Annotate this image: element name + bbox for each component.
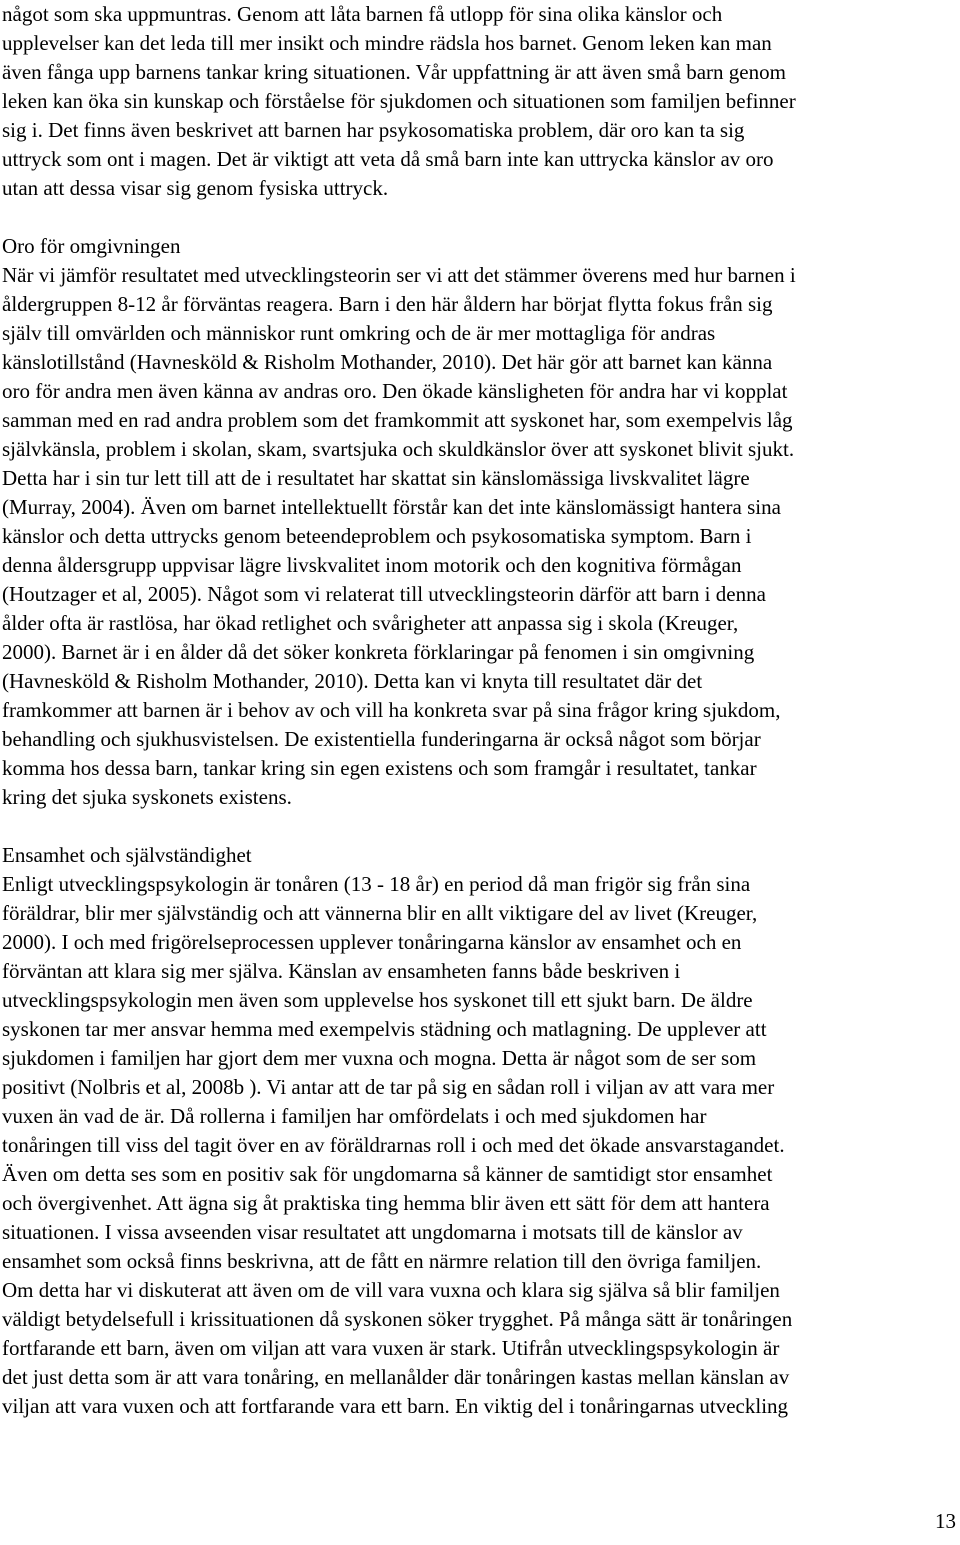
text-line: När vi jämför resultatet med utvecklingsteorin ser vi att det stämmer överens med hur barnen i: [2, 263, 796, 287]
text-line: något som ska uppmuntras. Genom att låta barnen få utlopp för sina olika känslor och: [2, 2, 723, 26]
text-line: även fånga upp barnens tankar kring situationen. Vår uppfattning är att även små barn genom: [2, 60, 786, 84]
text-line: vuxen än vad de är. Då rollerna i familjen har omfördelats i och med sjukdomen har: [2, 1104, 707, 1128]
text-line: tonåringen till viss del tagit över en av föräldrarnas roll i och med det ökade ansvarstagandet.: [2, 1133, 785, 1157]
text-line: känslotillstånd (Havnesköld & Risholm Mothander, 2010). Det här gör att barnet kan känna: [2, 350, 773, 374]
text-line: oro för andra men även känna av andras oro. Den ökade känsligheten för andra har vi kopplat: [2, 379, 788, 403]
text-line: fortfarande ett barn, även om viljan att vara vuxen är stark. Utifrån utvecklingspsykologin är: [2, 1336, 780, 1360]
text-line: leken kan öka sin kunskap och förståelse för sjukdomen och situationen som familjen befinner: [2, 89, 796, 113]
text-line: Enligt utvecklingspsykologin är tonåren (13 - 18 år) en period då man frigör sig från sina: [2, 872, 751, 896]
paragraph-intro: [2, 0, 957, 203]
text-line: framkommer att barnen är i behov av och vill ha konkreta svar på sina frågor kring sjukdom,: [2, 698, 781, 722]
text-line: situationen. I vissa avseenden visar resultatet att ungdomarna i motsats till de känslor av: [2, 1220, 743, 1244]
text-line: upplevelser kan det leda till mer insikt och mindre rädsla hos barnet. Genom leken kan man: [2, 31, 772, 55]
text-line: komma hos dessa barn, tankar kring sin egen existens och som framgår i resultatet, tankar: [2, 756, 757, 780]
paragraph-gap: [2, 203, 957, 232]
text-line: väldigt betydelsefull i krissituationen då syskonen söker trygghet. På många sätt är tonåringen: [2, 1307, 793, 1331]
text-line: Detta har i sin tur lett till att de i resultatet har skattat sin känslomässiga livskvalitet lägre: [2, 466, 750, 490]
text-line: förväntan att klara sig mer själva. Känslan av ensamheten fanns både beskriven i: [2, 959, 681, 983]
text-line: uttryck som ont i magen. Det är viktigt att veta då små barn inte kan uttrycka känslor av oro: [2, 147, 774, 171]
section-heading-oro: Oro för omgivningen: [2, 234, 181, 258]
text-line: föräldrar, blir mer självständig och att vännerna blir en allt viktigare del av livet (Kreuger,: [2, 901, 758, 925]
paragraph-oro: [2, 261, 957, 812]
text-line: åldergruppen 8-12 år förväntas reagera. Barn i den här åldern har börjat flytta fokus från sig: [2, 292, 773, 316]
text-line: (Murray, 2004). Även om barnet intellektuellt förstår kan det inte känslomässigt hantera sina: [2, 495, 781, 519]
text-line: 2000). Barnet är i en ålder då det söker konkreta förklaringar på fenomen i sin omgivning: [2, 640, 755, 664]
text-line: behandling och sjukhusvistelsen. De existentiella funderingarna är också något som börjar: [2, 727, 761, 751]
text-line: känslor och detta uttrycks genom beteendeproblem och psykosomatiska symptom. Barn i: [2, 524, 752, 548]
text-line: utvecklingspsykologin men även som upplevelse hos syskonet till ett sjukt barn. De äldre: [2, 988, 753, 1012]
text-line: själv till omvärlden och människor runt omkring och de är mer mottagliga för andras: [2, 321, 716, 345]
text-line: positivt (Nolbris et al, 2008b ). Vi antar att de tar på sig en sådan roll i viljan av att vara mer: [2, 1075, 775, 1099]
text-line: samman med en rad andra problem som det framkommit att syskonet har, som exempelvis låg: [2, 408, 793, 432]
text-line: viljan att vara vuxen och att fortfarande vara ett barn. En viktig del i tonåringarnas utveckling: [2, 1394, 789, 1418]
section-heading-ensamhet: Ensamhet och självständighet: [2, 843, 252, 867]
text-line: (Houtzager et al, 2005). Något som vi relaterat till utvecklingsteorin därför att barn i denna: [2, 582, 766, 606]
page-number: 13: [935, 1509, 956, 1533]
text-line: denna åldersgrupp uppvisar lägre livskvalitet inom motorik och den kognitiva förmågan: [2, 553, 742, 577]
text-line: utan att dessa visar sig genom fysiska uttryck.: [2, 176, 389, 200]
text-line: det just detta som är att vara tonåring, en mellanålder där tonåringen kastas mellan känslan av: [2, 1365, 790, 1389]
text-line: kring det sjuka syskonets existens.: [2, 785, 292, 809]
text-line: Om detta har vi diskuterat att även om de vill vara vuxna och klara sig själva så blir familjen: [2, 1278, 780, 1302]
text-line: ålder ofta är rastlösa, har ökad retlighet och svårigheter att anpassa sig i skola (Kreuger,: [2, 611, 739, 635]
text-line: och övergivenhet. Att ägna sig åt praktiska ting hemma blir även ett sätt för dem att hantera: [2, 1191, 770, 1215]
text-line: ensamhet som också finns beskrivna, att de fått en närmre relation till den övriga familjen.: [2, 1249, 762, 1273]
text-line: sjukdomen i familjen har gjort dem mer vuxna och mogna. Detta är något som de ser som: [2, 1046, 757, 1070]
text-line: Även om detta ses som en positiv sak för ungdomarna så känner de samtidigt stor ensamhet: [2, 1162, 773, 1186]
paragraph-gap: [2, 812, 957, 841]
text-line: självkänsla, problem i skolan, skam, svartsjuka och skuldkänslor över att syskonet blivit sjukt.: [2, 437, 795, 461]
text-line: syskonen tar mer ansvar hemma med exempelvis städning och matlagning. De upplever att: [2, 1017, 767, 1041]
text-line: sig i. Det finns även beskrivet att barnen har psykosomatiska problem, där oro kan ta sig: [2, 118, 745, 142]
document-body: [2, 0, 957, 1421]
text-line: (Havnesköld & Risholm Mothander, 2010). Detta kan vi knyta till resultatet där det: [2, 669, 703, 693]
text-line: 2000). I och med frigörelseprocessen upplever tonåringarna känslor av ensamhet och en: [2, 930, 742, 954]
paragraph-ensamhet: [2, 870, 957, 1421]
